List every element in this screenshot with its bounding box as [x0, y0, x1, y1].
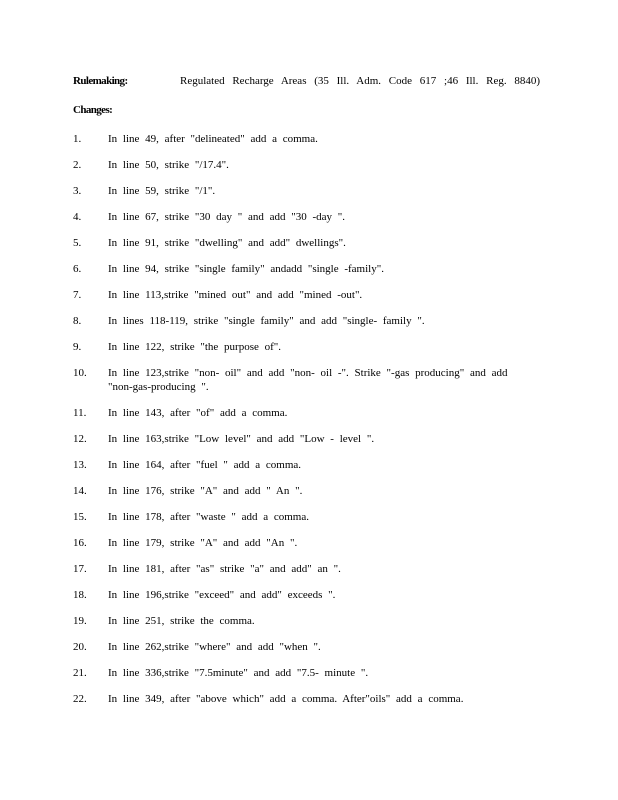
change-number: 18. — [73, 589, 87, 601]
change-text: In line 67, strike "30 day " and add "30 -day ". — [108, 211, 345, 223]
change-text: In line 179, strike "A" and add "An ". — [108, 537, 298, 549]
change-text: In line 181, after "as" strike "a" and add" an ". — [108, 563, 341, 575]
change-text: In line 196,strike "exceed" and add" exceeds ". — [108, 589, 336, 601]
change-number: 7. — [73, 289, 82, 301]
change-number: 3. — [73, 185, 82, 197]
change-number: 12. — [73, 433, 87, 445]
change-text: In line 49, after "delineated" add a comma. — [108, 133, 318, 145]
rulemaking-subject: Regulated Recharge Areas (35 Ill. Adm. Code 617 ;46 Ill. Reg. 8840) — [180, 75, 540, 87]
change-number: 11. — [73, 407, 87, 419]
change-text: In line 176, strike "A" and add " An ". — [108, 485, 303, 497]
change-text: In lines 118-119, strike "single family" and add "single- family ". — [108, 315, 425, 327]
rulemaking-label: Rulemaking: — [73, 75, 128, 87]
change-number: 6. — [73, 263, 82, 275]
change-number: 16. — [73, 537, 87, 549]
change-text: In line 336,strike "7.5minute" and add "7.5- minute ". — [108, 667, 369, 679]
change-number: 17. — [73, 563, 87, 575]
change-text: In line 163,strike "Low level" and add "Low - level ". — [108, 433, 375, 445]
change-text: In line 50, strike "/17.4". — [108, 159, 229, 171]
change-number: 9. — [73, 341, 82, 353]
change-number: 21. — [73, 667, 87, 679]
change-text: In line 164, after "fuel " add a comma. — [108, 459, 302, 471]
change-text: In line 143, after "of" add a comma. — [108, 407, 288, 419]
change-text: In line 122, strike "the purpose of". — [108, 341, 282, 353]
change-text: In line 94, strike "single family" andadd "single -family". — [108, 263, 384, 275]
change-number: 14. — [73, 485, 87, 497]
change-text: In line 91, strike "dwelling" and add" dwellings". — [108, 237, 346, 249]
change-number: 20. — [73, 641, 87, 653]
change-text: In line 349, after "above which" add a comma. After"oils" add a comma. — [108, 693, 464, 705]
change-number: 15. — [73, 511, 87, 523]
change-text: In line 123,strike "non- oil" and add "non- oil -". Strike "-gas producing" and add "non-gas-producing ". — [108, 367, 508, 393]
change-text: In line 262,strike "where" and add "when ". — [108, 641, 321, 653]
change-text: In line 251, strike the comma. — [108, 615, 255, 627]
change-text: In line 59, strike "/1". — [108, 185, 216, 197]
change-number: 5. — [73, 237, 82, 249]
change-number: 10. — [73, 367, 87, 379]
change-text: In line 113,strike "mined out" and add "mined -out". — [108, 289, 363, 301]
change-number: 22. — [73, 693, 87, 705]
change-number: 8. — [73, 315, 82, 327]
change-number: 2. — [73, 159, 82, 171]
change-text: In line 178, after "waste " add a comma. — [108, 511, 309, 523]
change-number: 1. — [73, 133, 82, 145]
changes-heading: Changes: — [73, 104, 113, 116]
change-number: 19. — [73, 615, 87, 627]
change-number: 4. — [73, 211, 82, 223]
change-number: 13. — [73, 459, 87, 471]
document-header — [73, 74, 593, 89]
